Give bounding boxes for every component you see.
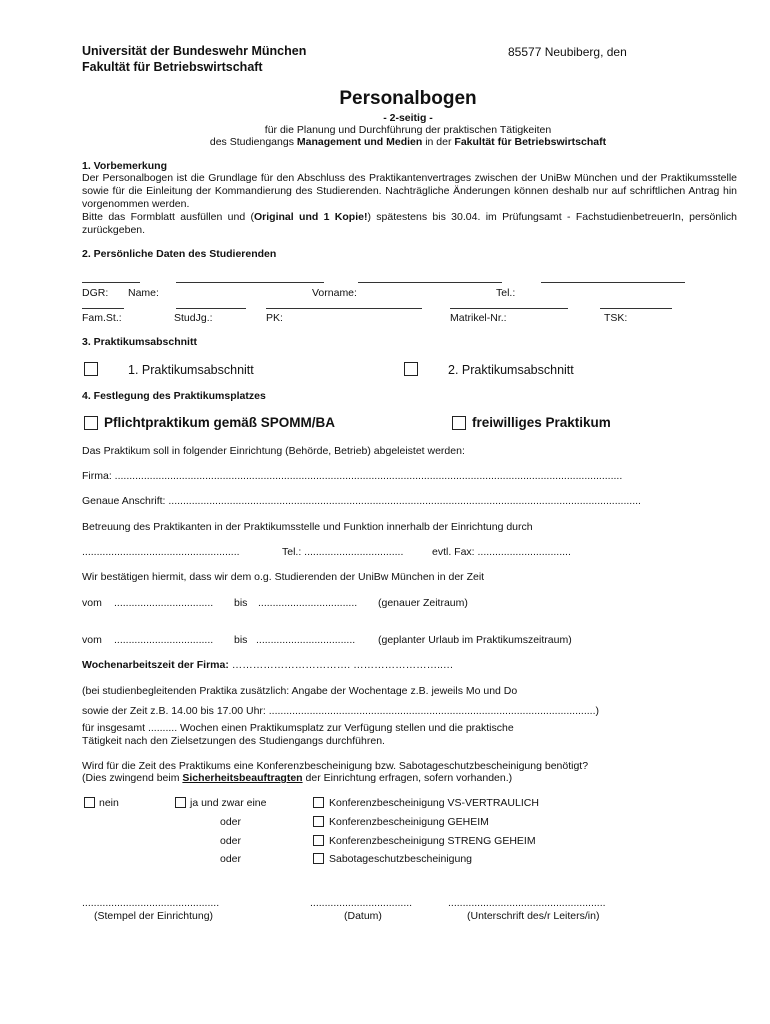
section-1-heading: 1. Vorbemerkung (82, 160, 167, 172)
section-1-instructions: Bitte das Formblatt ausfüllen und (Original und 1 Kopie!) spätestens bis 30.04. im Prüfungsamt - FachstudienbetreuerIn, persönlich zurückgeben. (82, 211, 737, 236)
nein-checkbox[interactable] (84, 797, 95, 808)
betreuer-fax-field[interactable]: evtl. Fax: ................................ (432, 546, 571, 558)
oder-label-3: oder (220, 853, 242, 865)
cert-vs-vertraulich-checkbox[interactable] (313, 797, 324, 808)
section-3-heading: 3. Praktikumsabschnitt (82, 336, 197, 348)
konferenz-hint: (Dies zwingend beim Sicherheitsbeauftragten der Einrichtung erfragen, sofern vorhanden.) (82, 772, 513, 784)
cert-streng-geheim-checkbox[interactable] (313, 835, 324, 846)
studjg-field[interactable] (176, 308, 246, 309)
sabotageschutz-label: Sabotageschutzbescheinigung (329, 853, 473, 865)
matrikel-field[interactable] (450, 308, 568, 309)
famst-field[interactable] (82, 308, 124, 309)
cert-geheim-label: Konferenzbescheinigung GEHEIM (329, 816, 489, 828)
stempel-label: (Stempel der Einrichtung) (94, 910, 214, 922)
freiwilliges-praktikum-label: freiwilliges Praktikum (472, 415, 611, 430)
section-1-text: Der Personalbogen ist die Grundlage für den Abschluss des Praktikantenvertrages zwischen der UniBw München und der Praktikumsstelle sowie für die Einleitung der Kommandierung des Studierenden. Nachträgliche Änderungen können deshalb nur auf schriftlichen Antrag hin vorgenommen werden. (82, 172, 737, 210)
pk-label: PK: (266, 312, 283, 324)
tel-label: Tel.: (496, 287, 516, 299)
zeitraum-note: (genauer Zeitraum) (378, 597, 468, 609)
firma-field[interactable]: Firma: .............................................................................................................................................................................. (82, 470, 623, 482)
studjg-label: StudJg.: (174, 312, 213, 324)
praktikumsabschnitt-1-label: 1. Praktikumsabschnitt (128, 363, 254, 377)
unterschrift-field[interactable]: ...................................................... (448, 897, 606, 909)
anschrift-field[interactable]: Genaue Anschrift: .................................................................................................................................................................. (82, 495, 641, 507)
name-label: Name: (128, 287, 159, 299)
bestaetigung-text: Wir bestätigen hiermit, dass wir dem o.g. Studierenden der UniBw München in der Zeit (82, 571, 485, 583)
urlaub-note: (geplanter Urlaub im Praktikumszeitraum) (378, 634, 572, 646)
purpose-line-1: für die Planung und Durchführung der praktischen Tätigkeiten (264, 124, 552, 136)
betreuer-tel-field[interactable]: Tel.: .................................. (282, 546, 404, 558)
pk-field[interactable] (266, 308, 422, 309)
praktikumsabschnitt-1-checkbox[interactable] (84, 362, 98, 376)
zeitraum-bis-field[interactable]: .................................. (258, 597, 358, 609)
urlaub-bis-field[interactable]: .................................. (256, 634, 356, 646)
konferenz-question: Wird für die Zeit des Praktikums eine Konferenzbescheinigung bzw. Sabotageschutzbescheinigung benötigt? (82, 760, 589, 772)
unterschrift-label: (Unterschrift des/r Leiters/in) (467, 910, 600, 922)
cert-vs-vertraulich-label: Konferenzbescheinigung VS-VERTRAULICH (329, 797, 539, 809)
vorname-field[interactable] (358, 282, 502, 283)
dgr-label: DGR: (82, 287, 109, 299)
betreuer-field[interactable]: ...................................................... (82, 546, 240, 558)
dgr-field[interactable] (82, 282, 140, 283)
oder-label-1: oder (220, 816, 242, 828)
zeitraum-von-field[interactable]: .................................. (114, 597, 214, 609)
ja-label: ja und zwar eine (190, 797, 267, 809)
wochenarbeitszeit-field[interactable]: ……………………………. ……………………..… (228, 659, 454, 671)
sabotageschutz-checkbox[interactable] (313, 853, 324, 864)
bis-label-2: bis (234, 634, 248, 646)
vorname-label: Vorname: (312, 287, 357, 299)
datum-field[interactable]: ................................... (310, 897, 413, 909)
faculty-name: Fakultät für Betriebswirtschaft (82, 60, 263, 74)
stempel-field[interactable]: ............................................... (82, 897, 220, 909)
section-4-heading: 4. Festlegung des Praktikumsplatzes (82, 390, 266, 402)
cert-geheim-checkbox[interactable] (313, 816, 324, 827)
tsk-field[interactable] (600, 308, 672, 309)
wochentage-field[interactable]: sowie der Zeit z.B. 14.00 bis 17.00 Uhr: ................................................................................................................) (82, 705, 599, 717)
urlaub-von-field[interactable]: .................................. (114, 634, 214, 646)
page-title: Personalbogen (339, 88, 477, 109)
praktikumsabschnitt-2-label: 2. Praktikumsabschnitt (448, 363, 574, 377)
insgesamt-text-2: Tätigkeit nach den Zielsetzungen des Studiengangs durchführen. (82, 735, 385, 747)
matrikel-label: Matrikel-Nr.: (450, 312, 507, 324)
tsk-label: TSK: (604, 312, 628, 324)
einrichtung-text: Das Praktikum soll in folgender Einrichtung (Behörde, Betrieb) abgeleistet werden: (82, 445, 465, 457)
name-field[interactable] (176, 282, 324, 283)
place-date: 85577 Neubiberg, den (508, 45, 627, 59)
section-2-heading: 2. Persönliche Daten des Studierenden (82, 248, 277, 260)
betreuung-text: Betreuung des Praktikanten in der Praktikumsstelle und Funktion innerhalb der Einrichtung durch (82, 521, 533, 533)
vom-label-2: vom (82, 634, 102, 646)
vom-label-1: vom (82, 597, 102, 609)
studienbegleitend-text: (bei studienbegleitenden Praktika zusätzlich: Angabe der Wochentage z.B. jeweils Mo und Do (82, 685, 518, 697)
datum-label: (Datum) (344, 910, 382, 922)
pflichtpraktikum-checkbox[interactable] (84, 416, 98, 430)
cert-streng-geheim-label: Konferenzbescheinigung STRENG GEHEIM (329, 835, 536, 847)
ja-checkbox[interactable] (175, 797, 186, 808)
freiwilliges-praktikum-checkbox[interactable] (452, 416, 466, 430)
famst-label: Fam.St.: (82, 312, 122, 324)
wochenarbeitszeit-row[interactable] (82, 659, 453, 671)
tel-field[interactable] (541, 282, 685, 283)
university-name: Universität der Bundeswehr München (82, 44, 307, 58)
insgesamt-text-1: für insgesamt .......... Wochen einen Praktikumsplatz zur Verfügung stellen und die praktische (82, 722, 514, 734)
pflichtpraktikum-label: Pflichtpraktikum gemäß SPOMM/BA (104, 415, 336, 430)
nein-label: nein (99, 797, 119, 809)
page-subtitle: - 2-seitig - (383, 112, 433, 124)
praktikumsabschnitt-2-checkbox[interactable] (404, 362, 418, 376)
wochenarbeitszeit-label: Wochenarbeitszeit der Firma: (82, 659, 229, 671)
purpose-line-2: des Studiengangs Management und Medien in der Fakultät für Betriebswirtschaft (209, 136, 607, 148)
oder-label-2: oder (220, 835, 242, 847)
bis-label-1: bis (234, 597, 248, 609)
